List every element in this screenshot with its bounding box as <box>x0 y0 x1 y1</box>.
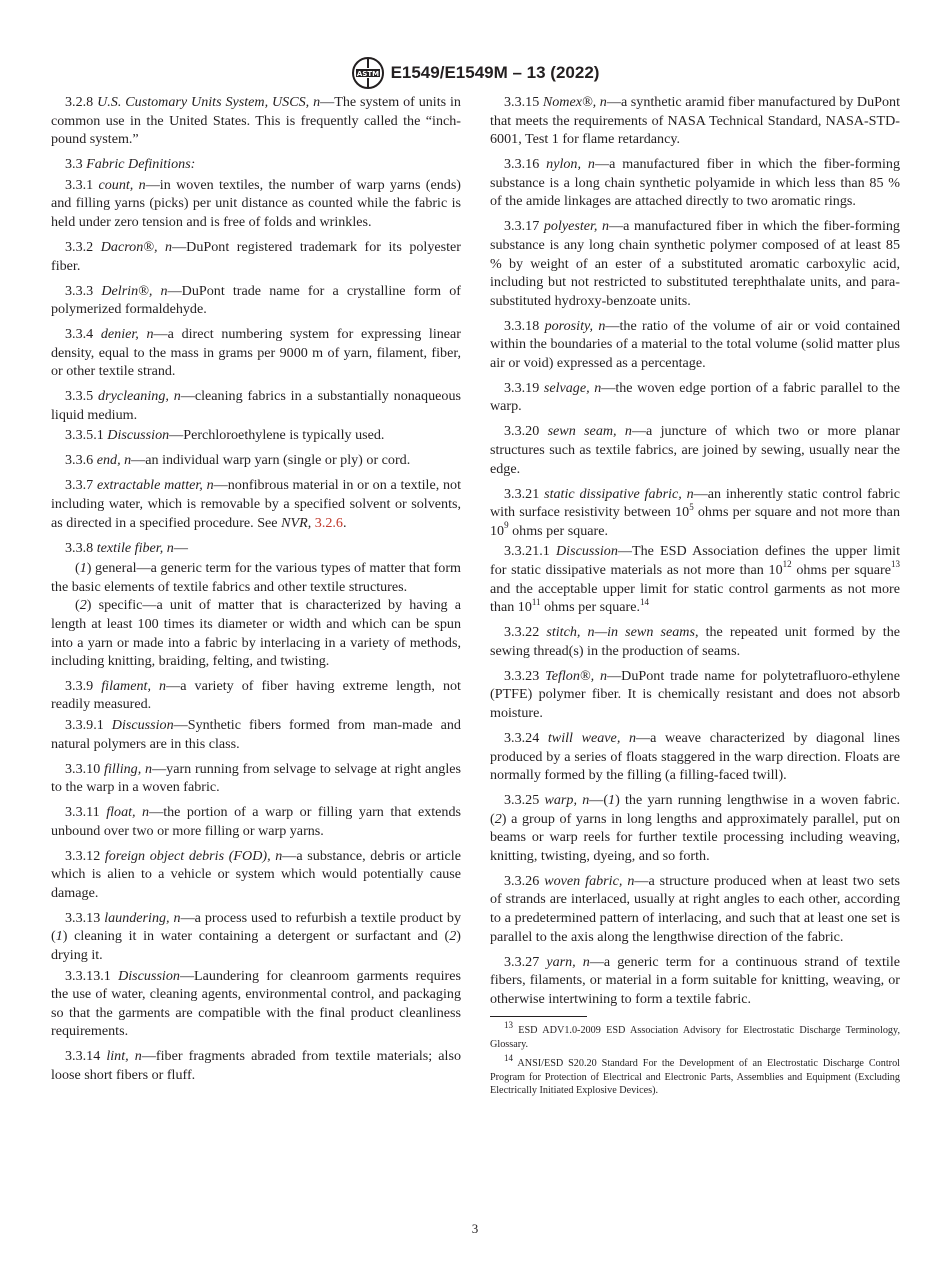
definition-3-3-13: 3.3.13 laundering, n—a process used to refurbish a textile product by (1) cleaning it in water containing a detergent or surfactant and (2) drying it. <box>51 909 461 964</box>
discussion-3-3-5-1: 3.3.5.1 Discussion—Perchloroethylene is typically used. <box>65 427 385 444</box>
document-designation: E1549/E1549M – 13 (2022) <box>390 63 600 82</box>
svg-text:ASTM: ASTM <box>356 70 379 78</box>
definition-3-3-16: 3.3.16 nylon, n—a manufactured fiber in which the fiber-forming substance is a long chain synthetic polyamide in which less than 85 % of the amide linkages are attached directly to two aromatic rings. <box>490 156 901 210</box>
definition-3-3-8-item-1: (1) general—a generic term for the various types of matter that form the basic elements of textile fabrics and other textile structures. <box>51 560 461 595</box>
footnote-ref-13[interactable]: 13 <box>891 559 901 570</box>
footnote-divider <box>490 1016 587 1017</box>
definition-3-3-15: 3.3.15 Nomex®, n—a synthetic aramid fiber manufactured by DuPont that meets the requirements of NASA Technical Standard, NASA-STD-6001, Test 1 for flame retardancy. <box>490 94 900 148</box>
definition-3-3-19: 3.3.19 selvage, n—the woven edge portion of a fabric parallel to the warp. <box>490 379 900 415</box>
definition-3-3-18: 3.3.18 porosity, n—the ratio of the volume of air or void contained within the boundaries of a material to the total volume (solid matter plus air or void) expressed as a percentage. <box>490 317 900 371</box>
definition-3-3-10: 3.3.10 filling, n—yarn running from selvage to selvage at right angles to the warp in a woven fabric. <box>51 760 461 796</box>
reference-link[interactable]: 3.2.6 <box>314 514 343 531</box>
definition-3-3-7: 3.3.7 extractable matter, n—nonfibrous material in or on a textile, not including water, which is removable by a specified solvent or solvents, as directed in a specified procedure. See NVR, 3.2.6. <box>51 477 461 531</box>
definition-3-2-8: 3.2.8 U.S. Customary Units System, USCS, n—The system of units in common use in the United States. This is frequently called the “inch-pound system.” <box>51 94 461 148</box>
page-header <box>0 56 950 90</box>
definition-3-3-26: 3.3.26 woven fabric, n—a structure produced when at least two sets of strands are interlaced, usually at right angles to each other, according to a predetermined pattern of interlacing, and such that at least one set is parallel to the axis along the lengthwise direction of the fabric. <box>490 872 900 945</box>
astm-logo-icon <box>351 56 385 90</box>
definition-3-3-9: 3.3.9 filament, n—a variety of fiber having extreme length, not readily measured. <box>51 677 461 713</box>
page-number: 3 <box>471 1221 479 1236</box>
definition-3-3-3: 3.3.3 Delrin®, n—DuPont trade name for a crystalline form of polymerized formaldehyde. <box>51 282 461 318</box>
footnote-13: $^{13}$ ESD ADV1.0-2009 ESD Association Advisory for Electrostatic Discharge Terminology, Glossary. <box>490 1020 900 1050</box>
definition-3-3-11: 3.3.11 float, n—the portion of a warp or filling yarn that extends unbound over two or more filling or warp yarns. <box>51 804 461 839</box>
definition-3-3-22: 3.3.22 stitch, n—in sewn seams, the repeated unit formed by the sewing thread(s) in the production of seams. <box>490 624 901 659</box>
left-column <box>51 93 461 1091</box>
definition-3-3-21: 3.3.21 static dissipative fabric, n—an inherently static control fabric with surface resistivity between $10^5$ ohms per square and not more than $10^9$ ohms per square. <box>490 485 901 539</box>
footnote-ref-14[interactable]: 14 <box>639 596 649 607</box>
definition-3-3-5: 3.3.5 drycleaning, n—cleaning fabrics in a substantially nonaqueous liquid medium. <box>51 388 461 423</box>
definition-3-3-20: 3.3.20 sewn seam, n—a juncture of which two or more planar structures such as textile fabrics, are joined by sewing, usually near the edge. <box>490 423 900 477</box>
discussion-3-3-9-1: 3.3.9.1 Discussion—Synthetic fibers formed from man-made and natural polymers are in this class. <box>51 716 461 752</box>
definition-3-3-1: 3.3.1 count, n—in woven textiles, the number of warp yarns (ends) and filling yarns (picks) per unit distance as counted while the fabric is held under zero tension and is free of folds and wrinkles. <box>51 176 461 230</box>
definition-3-3-14: 3.3.14 lint, n—fiber fragments abraded from textile materials; also loose short fibers or fluff. <box>51 1048 462 1083</box>
section-heading-3-3: 3.3 Fabric Definitions: <box>65 156 196 173</box>
definition-3-3-25: 3.3.25 warp, n—(1) the yarn running lengthwise in a woven fabric. (2) a group of yarns in long lengths and approximately parallel, put on beams or warp reels for further textile processing including weaving, knitting, twisting, dyeing, and so forth. <box>490 792 900 864</box>
discussion-3-3-13-1: 3.3.13.1 Discussion—Laundering for cleanroom garments requires the use of water, cleaning agents, environmental control, and packaging so that the garments are compatible with the final product cleanliness requirements. <box>51 967 461 1040</box>
footnote-14: $^{14}$ ANSI/ESD S20.20 Standard For the Development of an Electrostatic Discharge Control Program for Protection of Electrical and Electronic Parts, Assemblies and Equipment (Excluding Electrically Initiated Explosive Devices). <box>490 1053 900 1096</box>
definition-3-3-23: 3.3.23 Teflon®, n—DuPont trade name for polytetrafluoro-ethylene (PTFE) polymer fiber. It is chemically resistant and does not absorb moisture. <box>490 667 900 721</box>
definition-3-3-8: 3.3.8 textile fiber, n— <box>65 539 188 556</box>
right-column <box>490 93 900 1104</box>
discussion-3-3-21-1: 3.3.21.1 Discussion—The ESD Association defines the upper limit for static dissipative materials as not more than $10^{12}$ ohms per square$^{13}$ and the acceptable upper limit for static control garments as not more than $10^{11}$ ohms per square.$^{14}$ <box>490 543 901 616</box>
definition-3-3-17: 3.3.17 polyester, n—a manufactured fiber in which the fiber-forming substance is any long chain synthetic polymer composed of at least 85 % by weight of an ester of a substituted aromatic carboxylic acid, including but not restricted to substituted terephthalate units, and para-substituted hydroxy-benzoate units. <box>490 218 900 309</box>
definition-3-3-27: 3.3.27 yarn, n—a generic term for a continuous strand of textile fibers, filaments, or material in a form suitable for knitting, weaving, or otherwise intertwining to form a textile fabric. <box>490 953 900 1007</box>
definition-3-3-4: 3.3.4 denier, n—a direct numbering system for expressing linear density, equal to the mass in grams per 9000 m of yarn, filament, fiber, or other textile strand. <box>51 326 461 380</box>
definition-3-3-24: 3.3.24 twill weave, n—a weave characterized by diagonal lines produced by a series of floats staggered in the warp direction. Floats are normally formed by the filling (a filling-faced twill). <box>490 729 900 784</box>
definition-3-3-2: 3.3.2 Dacron®, n—DuPont registered trademark for its polyester fiber. <box>51 238 461 274</box>
definition-3-3-6: 3.3.6 end, n—an individual warp yarn (single or ply) or cord. <box>65 452 411 469</box>
definition-3-3-12: 3.3.12 foreign object debris (FOD), n—a substance, debris or article which is alien to a vehicle or system which would potentially cause damage. <box>51 847 461 901</box>
definition-3-3-8-item-2: (2) specific—a unit of matter that is characterized by having a length at least 100 times its diameter or width and which can be spun into a yarn or made into a fabric by interlacing in a variety of methods, including knitting, braiding, felting, and twisting. <box>51 597 461 670</box>
